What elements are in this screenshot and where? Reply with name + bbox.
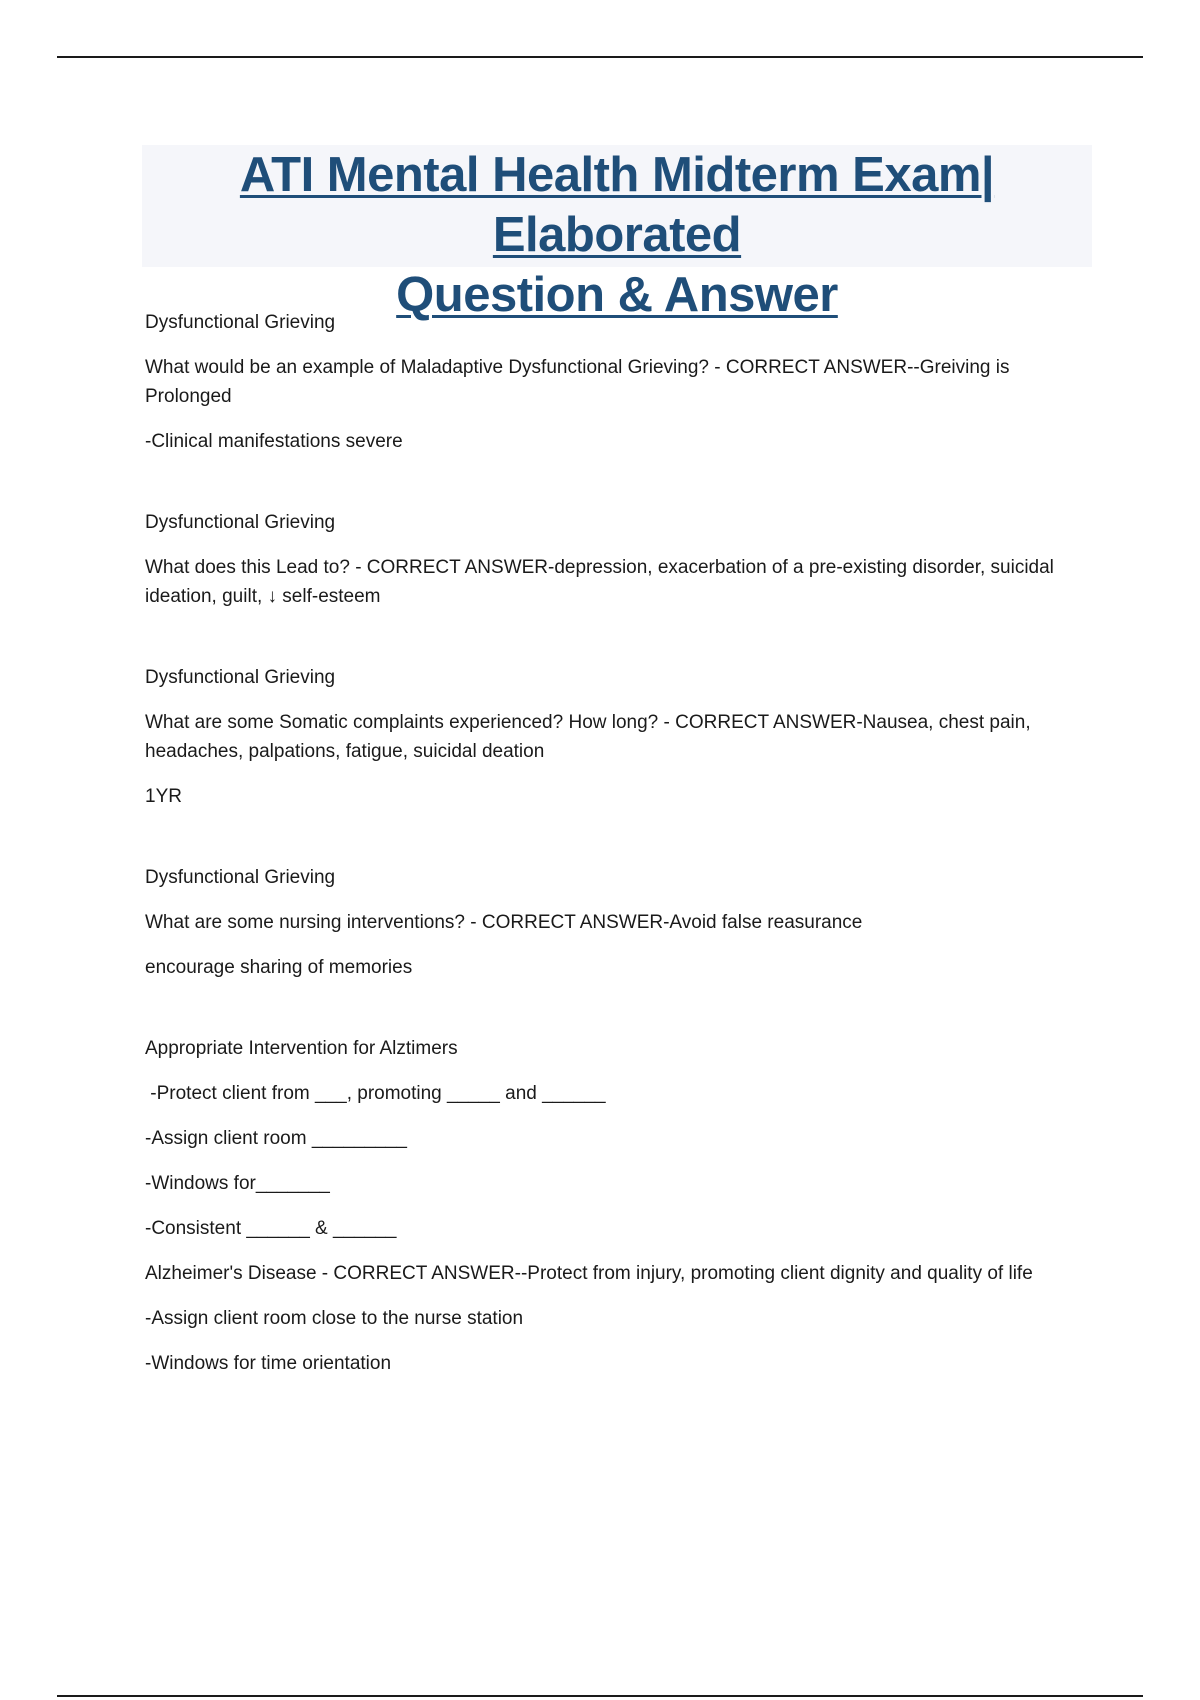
- document-body: [145, 308, 1095, 1430]
- qa-block: [145, 1034, 1095, 1378]
- qa-block: [145, 863, 1095, 982]
- section-heading: Dysfunctional Grieving: [145, 512, 336, 533]
- title-line-2: Question & Answer: [396, 268, 838, 322]
- question-line: -Assign client room _________: [145, 1128, 407, 1149]
- answer-detail: encourage sharing of memories: [145, 957, 413, 978]
- question-answer: What are some Somatic complaints experienced? How long? - CORRECT ANSWER-Nausea, chest pain, headaches, palpations, fatigue, suicidal deation: [145, 712, 1031, 762]
- question-answer: What does this Lead to? - CORRECT ANSWER-depression, exacerbation of a pre-existing disorder, suicidal ideation, guilt, ↓ self-esteem: [145, 557, 1054, 607]
- section-heading: Dysfunctional Grieving: [145, 667, 336, 688]
- qa-block: [145, 663, 1095, 811]
- document-title: [142, 145, 1092, 322]
- section-heading: Dysfunctional Grieving: [145, 867, 336, 888]
- question-line: -Consistent ______ & ______: [145, 1218, 397, 1239]
- answer-detail: 1YR: [145, 786, 182, 807]
- question-line: -Protect client from ___, promoting _____ and ______: [145, 1083, 606, 1104]
- question-line: -Windows for_______: [145, 1173, 330, 1194]
- question-answer: What are some nursing interventions? - CORRECT ANSWER-Avoid false reasurance: [145, 912, 863, 933]
- footer-rule: [57, 1695, 1143, 1697]
- qa-block: [145, 508, 1095, 611]
- answer-detail: -Windows for time orientation: [145, 1353, 392, 1374]
- section-heading: Dysfunctional Grieving: [145, 312, 336, 333]
- question-answer: What would be an example of Maladaptive Dysfunctional Grieving? - CORRECT ANSWER--Greiving is Prolonged: [145, 357, 1010, 407]
- qa-block: [145, 308, 1095, 456]
- answer-detail: -Clinical manifestations severe: [145, 431, 403, 452]
- section-heading: Appropriate Intervention for Alztimers: [145, 1038, 458, 1059]
- header-rule: [57, 56, 1143, 58]
- question-answer: Alzheimer's Disease - CORRECT ANSWER--Protect from injury, promoting client dignity and quality of life: [145, 1263, 1033, 1284]
- answer-detail: -Assign client room close to the nurse station: [145, 1308, 524, 1329]
- title-line-1: ATI Mental Health Midterm Exam| Elaborated: [239, 148, 995, 262]
